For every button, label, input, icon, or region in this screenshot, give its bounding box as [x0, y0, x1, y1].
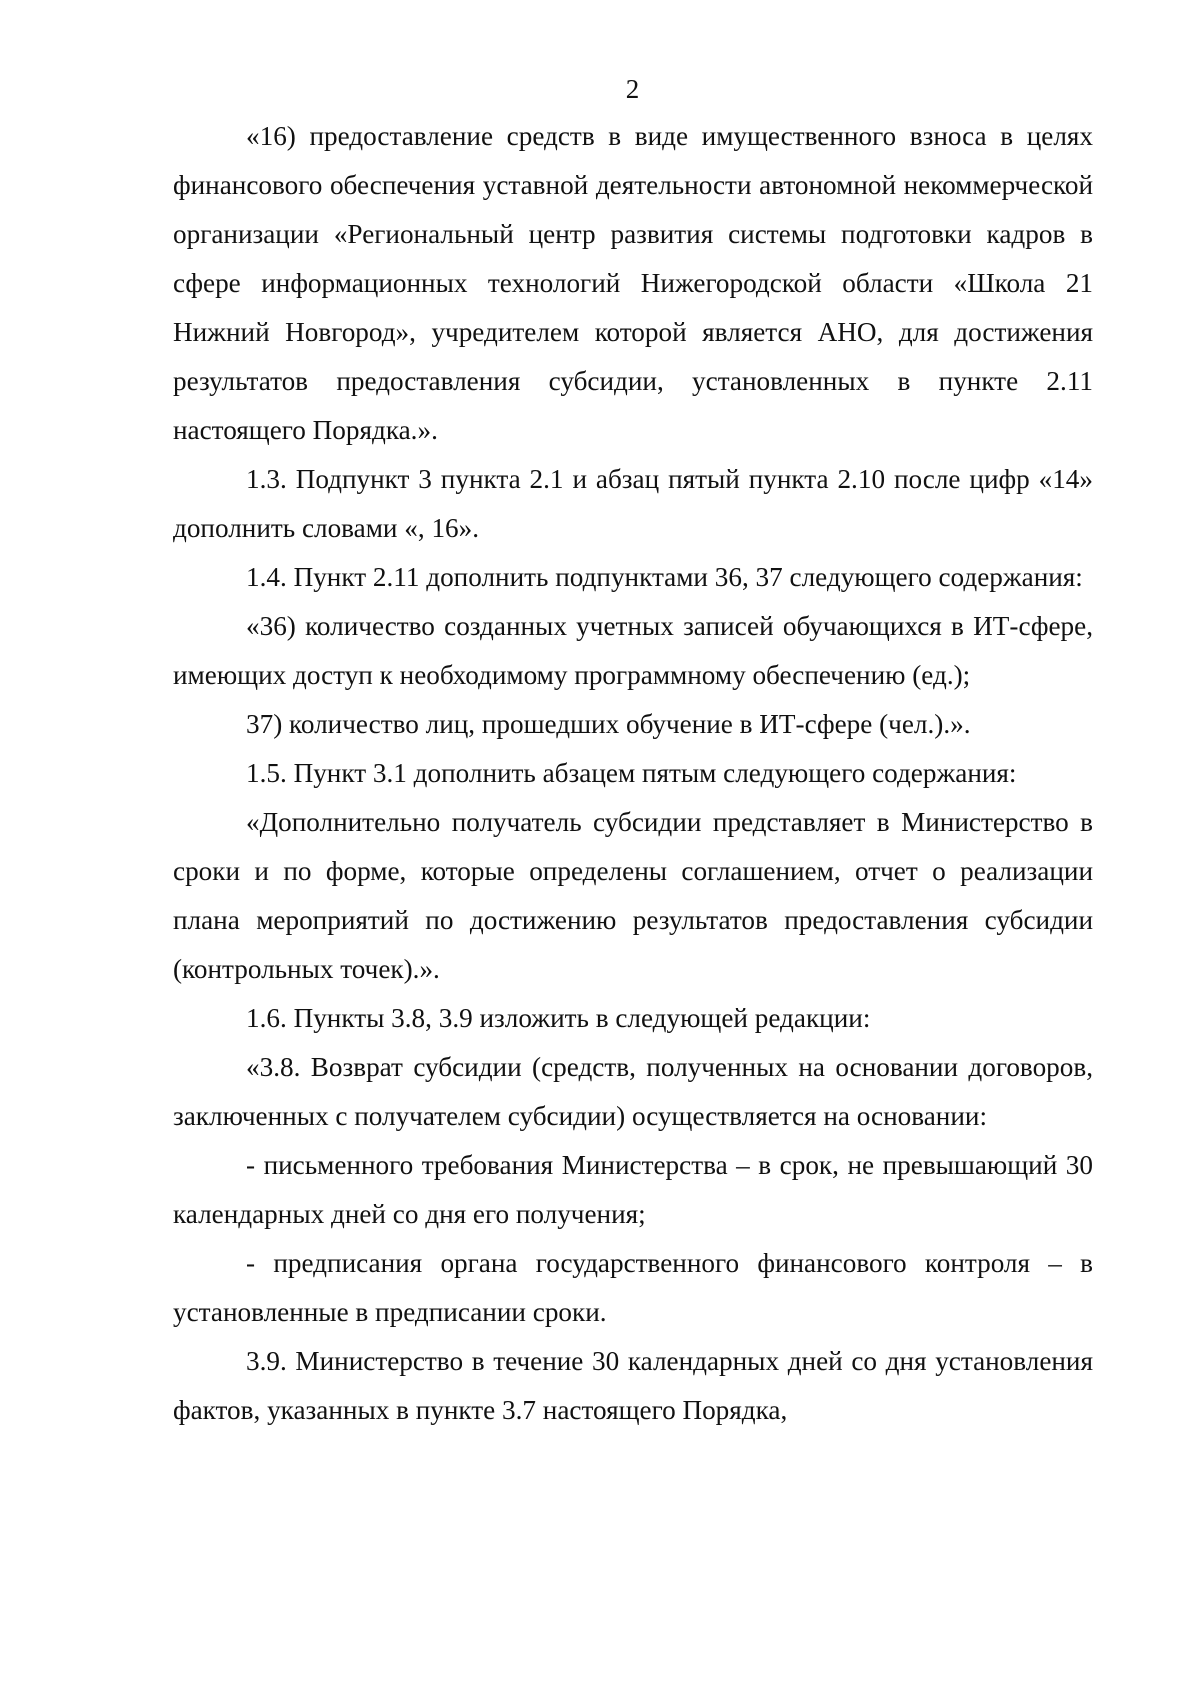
document-body — [173, 112, 1093, 1435]
paragraph-written-demand: - письменного требования Министерства – в срок, не превышающий 30 календарных дней со дня его получения; — [173, 1150, 1093, 1229]
paragraph-3-8: «3.8. Возврат субсидии (средств, полученных на основании договоров, заключенных с получателем субсидии) осуществляется на основании: — [173, 1052, 1093, 1131]
paragraph-control-order: - предписания органа государственного финансового контроля – в установленные в предписании сроки. — [173, 1248, 1093, 1327]
paragraph-1-5: 1.5. Пункт 3.1 дополнить абзацем пятым следующего содержания: — [246, 758, 1017, 788]
page-number: 2 — [625, 74, 640, 104]
paragraph-1-4: 1.4. Пункт 2.11 дополнить подпунктами 36, 37 следующего содержания: — [246, 562, 1083, 592]
paragraph-item-37: 37) количество лиц, прошедших обучение в ИТ-сфере (чел.).». — [246, 709, 971, 739]
paragraph-1-6: 1.6. Пункты 3.8, 3.9 изложить в следующей редакции: — [246, 1003, 871, 1033]
paragraph-additional-report: «Дополнительно получатель субсидии представляет в Министерство в сроки и по форме, которые определены соглашением, отчет о реализации плана мероприятий по достижению результатов предоставления субсидии (контрольных точек).». — [173, 807, 1093, 984]
paragraph-item-36: «36) количество созданных учетных записей обучающихся в ИТ-сфере, имеющих доступ к необходимому программному обеспечению (ед.); — [173, 611, 1093, 690]
paragraph-item-16: «16) предоставление средств в виде имущественного взноса в целях финансового обеспечения уставной деятельности автономной некоммерческой организации «Региональный центр развития системы подготовки кадров в сфере информационных технологий Нижегородской области «Школа 21 Нижний Новгород», учредителем которой является АНО, для достижения результатов предоставления субсидии, установленных в пункте 2.11 настоящего Порядка.». — [173, 121, 1093, 445]
paragraph-3-9: 3.9. Министерство в течение 30 календарных дней со дня установления фактов, указанных в пункте 3.7 настоящего Порядка, — [173, 1346, 1093, 1425]
paragraph-1-3: 1.3. Подпункт 3 пункта 2.1 и абзац пятый пункта 2.10 после цифр «14» дополнить словами «, 16». — [173, 464, 1093, 543]
